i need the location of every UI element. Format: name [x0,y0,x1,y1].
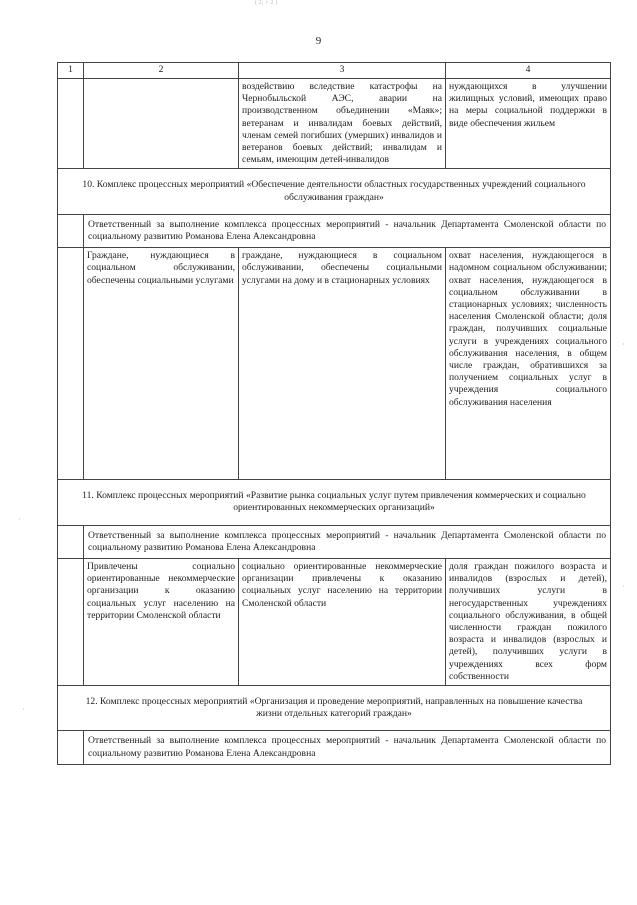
program-table [57,62,611,765]
empty-num-cell [58,731,84,764]
empty-num-cell [58,214,84,247]
section-10-task: Граждане, нуждающиеся в социальном обслуживании, обеспечены социальными услугами [84,248,239,480]
header-col-2: 2 [84,63,239,79]
section-10-indicators: охват населения, нуждающегося в надомном социальном обслуживании; охват населения, нуждающегося в социальном обслуживании в стационарных условиях; численность населения Смоленской области; доля граждан, получивших социальные услуги в учреждениях социального обслуживания населения, в общем числе граждан, обратившихся за получением социальных услуг в учреждения социального обслуживания населения [446,248,611,480]
section-10-responsible: Ответственный за выполнение комплекса процессных мероприятий - начальник Департамента Смоленской области по социальному развитию Романова Елена Александровна [84,214,611,247]
continuation-row [58,79,611,169]
scan-dot: · [622,340,625,349]
empty-num-cell [58,525,84,558]
section-title-row [58,169,611,214]
section-title-row [58,480,611,525]
responsible-row [58,214,611,247]
page-number: 9 [315,35,322,47]
section-12-title: 12. Комплекс процессных мероприятий «Организация и проведение мероприятий, направленных на повышение качества жизни отдельных категорий граждан» [58,686,611,731]
section-11-task: Привлечены социально ориентированные некоммерческие организации к оказанию социальных услуг населению на территории Смоленской области [84,559,239,686]
task-row [58,559,611,686]
table-header-row [58,63,611,79]
section-11-responsible: Ответственный за выполнение комплекса процессных мероприятий - начальник Департамента Смоленской области по социальному развитию Романова Елена Александровна [84,525,611,558]
cont-cell-4: нуждающихся в улучшении жилищных условий, имеющих право на меры социальной поддержки в виде обеспечения жильем [446,79,611,169]
scan-mark: ( 2; ♀ 2 ) [255,0,278,6]
cont-cell-2 [84,79,239,169]
section-10-effect: граждане, нуждающиеся в социальном обслуживании, обеспечены социальными услугами на дому и в стационарных условиях [239,248,446,480]
section-12-responsible: Ответственный за выполнение комплекса процессных мероприятий - начальник Департамента Смоленской области по социальному развитию Романова Елена Александровна [84,731,611,764]
section-11-effect: социально ориентированные некоммерческие организации привлечены к оказанию социальных услуг населению на территории Смоленской области [239,559,446,686]
empty-num-cell [58,248,84,480]
cont-cell-3: воздействию вследствие катастрофы на Чернобыльской АЭС, аварии на производственном объединении «Маяк»; ветеранам и инвалидам боевых действий, членам семей погибших (умерших) инвалидов и ветеранов боевых действий; инвалидам и семьям, имеющим детей-инвалидов [239,79,446,169]
responsible-row [58,525,611,558]
task-row [58,248,611,480]
scan-dot: · [22,705,25,714]
header-col-3: 3 [239,63,446,79]
header-col-1: 1 [58,63,84,79]
section-10-title: 10. Комплекс процессных мероприятий «Обеспечение деятельности областных государственных учреждений социального обслуживания граждан» [58,169,611,214]
cont-cell-1 [58,79,84,169]
section-11-indicators: доля граждан пожилого возраста и инвалидов (взрослых и детей), получивших услуги в негосударственных учреждениях социального обслуживания, в общей численности граждан пожилого возраста и инвалидов (взрослых и детей), получивших услуги в учреждениях всех форм собственности [446,559,611,686]
section-title-row [58,686,611,731]
section-11-title: 11. Комплекс процессных мероприятий «Развитие рынка социальных услуг путем привлечения коммерческих и социально ориентированных некоммерческих организаций» [58,480,611,525]
empty-num-cell [58,559,84,686]
scan-dot: · [622,582,625,591]
responsible-row [58,731,611,764]
scan-dot: · [18,515,21,524]
header-col-4: 4 [446,63,611,79]
